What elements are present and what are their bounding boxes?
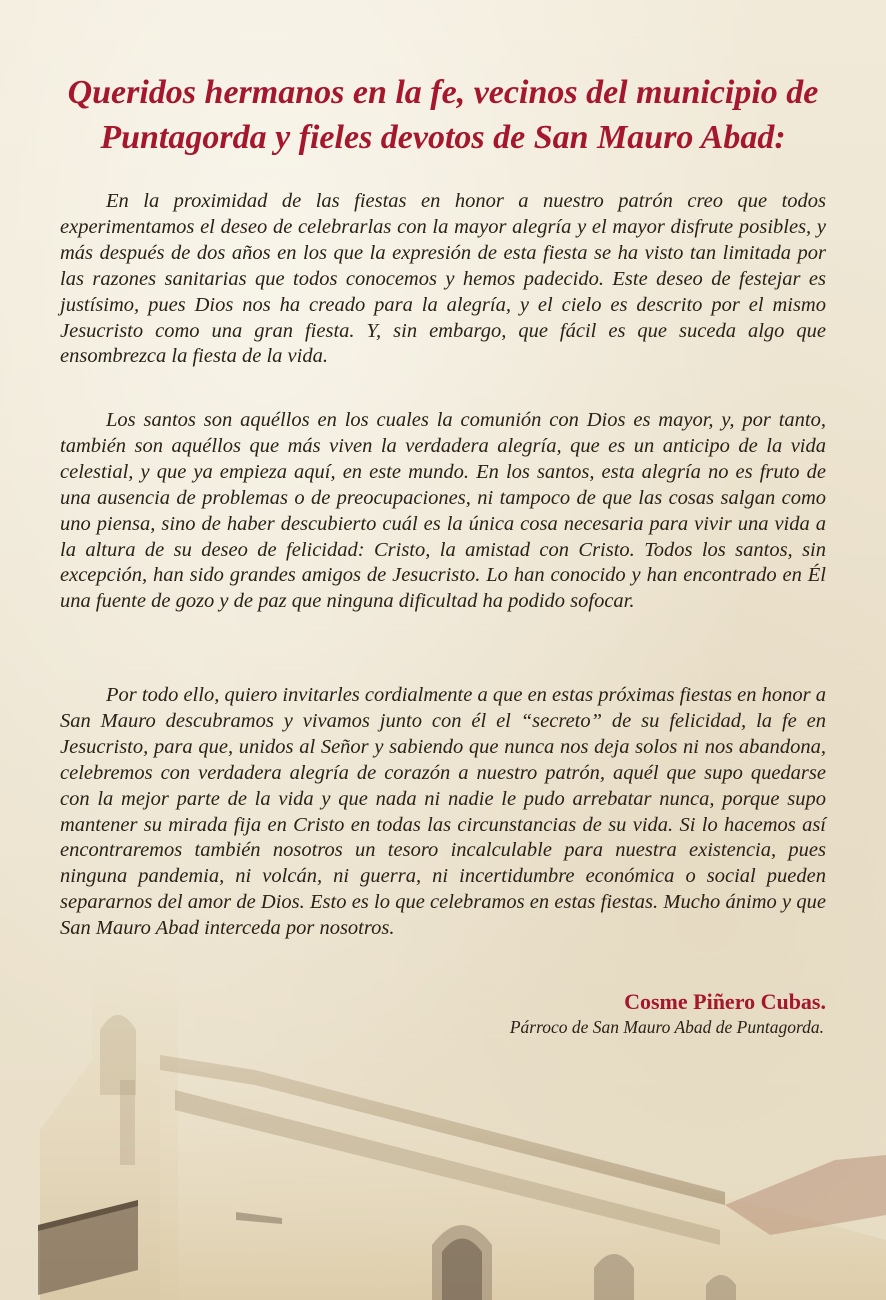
signature-role: Párroco de San Mauro Abad de Puntagorda. [509,1017,824,1037]
signature-name: Cosme Piñero Cubas. [624,989,826,1014]
letter-paragraph-3: Por todo ello, quiero invitarles cordialmente a que en estas próximas fiestas en honor a San Mauro descubramos y vivamos junto con él el “secreto” de su felicidad, la fe en Jesucristo, para que, unidos al Señor y sabiendo que nunca nos deja solos ni nos abandona, celebremos con verdadera alegría de corazón a nuestro patrón, aquél que supo quedarse con la mejor parte de la vida y que nada ni nadie le pudo arrebatar nunca, porque supo mantener su mirada fija en Cristo en todas las circunstancias de su vida. Si lo hacemos así encontraremos también nosotros un tesoro incalculable para nuestra existencia, pues ninguna pandemia, ni volcán, ni guerra, ni incertidumbre económica o social pueden separarnos del amor de Dios. Esto es lo que celebramos en estas fiestas. Mucho ánimo y que San Mauro Abad interceda por nosotros. [60,684,826,940]
letter-salutation: Queridos hermanos en la fe, vecinos del municipio de Puntagorda y fieles devotos de San Mauro Abad: [67,74,819,156]
letter-paragraph-2: Los santos son aquéllos en los cuales la comunión con Dios es mayor, y, por tanto, también son aquéllos que más viven la verdadera alegría, que es un anticipo de la vida celestial, y que ya empieza aquí, en este mundo. En los santos, esta alegría no es fruto de una ausencia de problemas o de preocupaciones, ni tampoco de que las cosas salgan como uno piensa, sino de haber descubierto cuál es la única cosa necesaria para vivir una vida a la altura de su deseo de felicidad: Cristo, la amistad con Cristo. Todos los santos, sin excepción, han sido grandes amigos de Jesucristo. Lo han conocido y han encontrado en Él una fuente de gozo y de paz que ninguna dificultad ha podido sofocar. [60,409,826,613]
letter-paragraph-1: En la proximidad de las fiestas en honor a nuestro patrón creo que todos experimentamos el deseo de celebrarlas con la mayor alegría y el mayor disfrute posibles, y más después de dos años en los que la expresión de esta fiesta se ha visto tan limitada por las razones sanitarias que todos conocemos y hemos padecido. Este deseo de festejar es justísimo, pues Dios nos ha creado para la alegría, y el cielo es descrito por el mismo Jesucristo como una gran fiesta. Y, sin embargo, que fácil es que suceda algo que ensombrezca la fiesta de la vida. [60,190,826,368]
